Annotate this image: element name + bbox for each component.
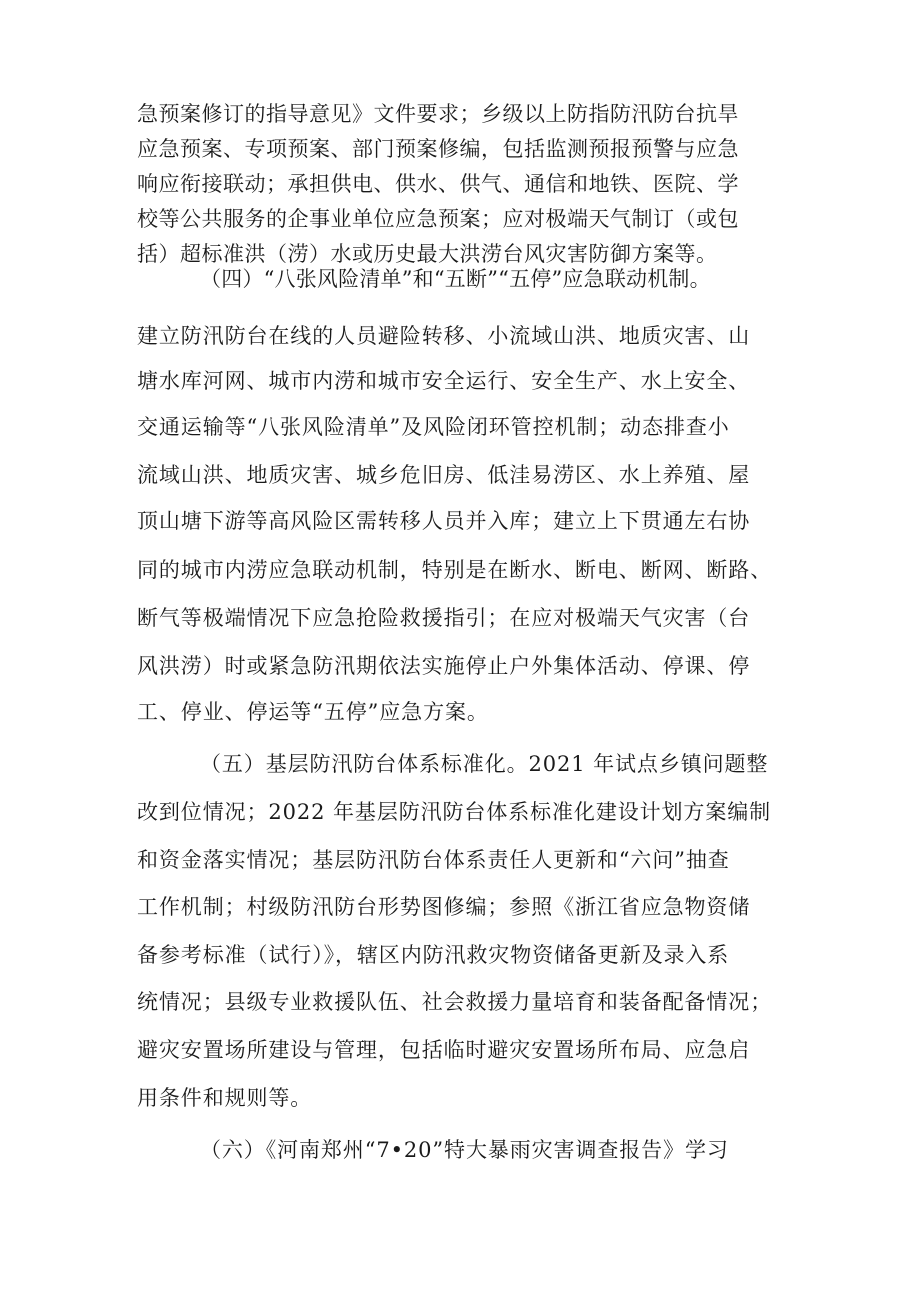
text-line: 校等公共服务的企事业单位应急预案；应对极端天气制订（或包 [137,207,739,231]
text-line: 括）超标准洪（涝）水或历史最大洪涝台风灾害防御方案等。 [137,242,718,266]
text-line: 和资金落实情况；基层防汛防台体系责任人更新和“六问”抽查 [137,848,730,872]
text-line: 风洪涝）时或紧急防汛期依法实施停止户外集体活动、停课、停 [137,654,751,678]
text-line: 断气等极端情况下应急抢险救援指引；在应对极端天气灾害（台 [137,606,751,630]
section-heading: （四）“八张风险清单”和“五断”“五停”应急联动机制。 [200,267,711,291]
text-line: 急预案修订的指导意见》文件要求；乡级以上防指防汛防台抗旱 [137,102,739,126]
text-line: 塘水库河网、城市内涝和城市安全运行、安全生产、水上安全、 [137,369,751,393]
text-line: 应急预案、专项预案、部门预案修编，包括监测预报预警与应急 [137,137,739,161]
text-line: 交通运输等“八张风险清单”及风险闭环管控机制；动态排查小 [137,415,730,439]
text-line: 工作机制；村级防汛防台形势图修编；参照《浙江省应急物资储 [137,895,751,919]
text-line: 同的城市内涝应急联动机制，特别是在断水、断电、断网、断路、 [137,558,773,582]
section-heading: （五）基层防汛防台体系标准化。2021 年试点乡镇问题整 [200,752,769,776]
text-line: 建立防汛防台在线的人员避险转移、小流域山洪、地质灾害、山 [137,324,751,348]
text-line: 流域山洪、地质灾害、城乡危旧房、低洼易涝区、水上养殖、屋 [137,463,751,487]
section-heading: （六）《河南郑州“7•20”特大暴雨灾害调查报告》学习 [200,1138,729,1162]
text-line: 备参考标准（试行）》，辖区内防汛救灾物资储备更新及录入系 [137,943,730,967]
text-line: 改到位情况；2022 年基层防汛防台体系标准化建设计划方案编制 [137,800,772,824]
text-line: 统情况；县级专业救援队伍、社会救援力量培育和装备配备情况； [137,990,773,1014]
text-line: 用条件和规则等。 [137,1086,313,1110]
text-line: 避灾安置场所建设与管理，包括临时避灾安置场所布局、应急启 [137,1038,751,1062]
text-line: 工、停业、停运等“五停”应急方案。 [137,700,489,724]
text-line: 顶山塘下游等高风险区需转移人员并入库；建立上下贯通左右协 [137,509,751,533]
text-line: 响应衔接联动；承担供电、供水、供气、通信和地铁、医院、学 [137,172,739,196]
